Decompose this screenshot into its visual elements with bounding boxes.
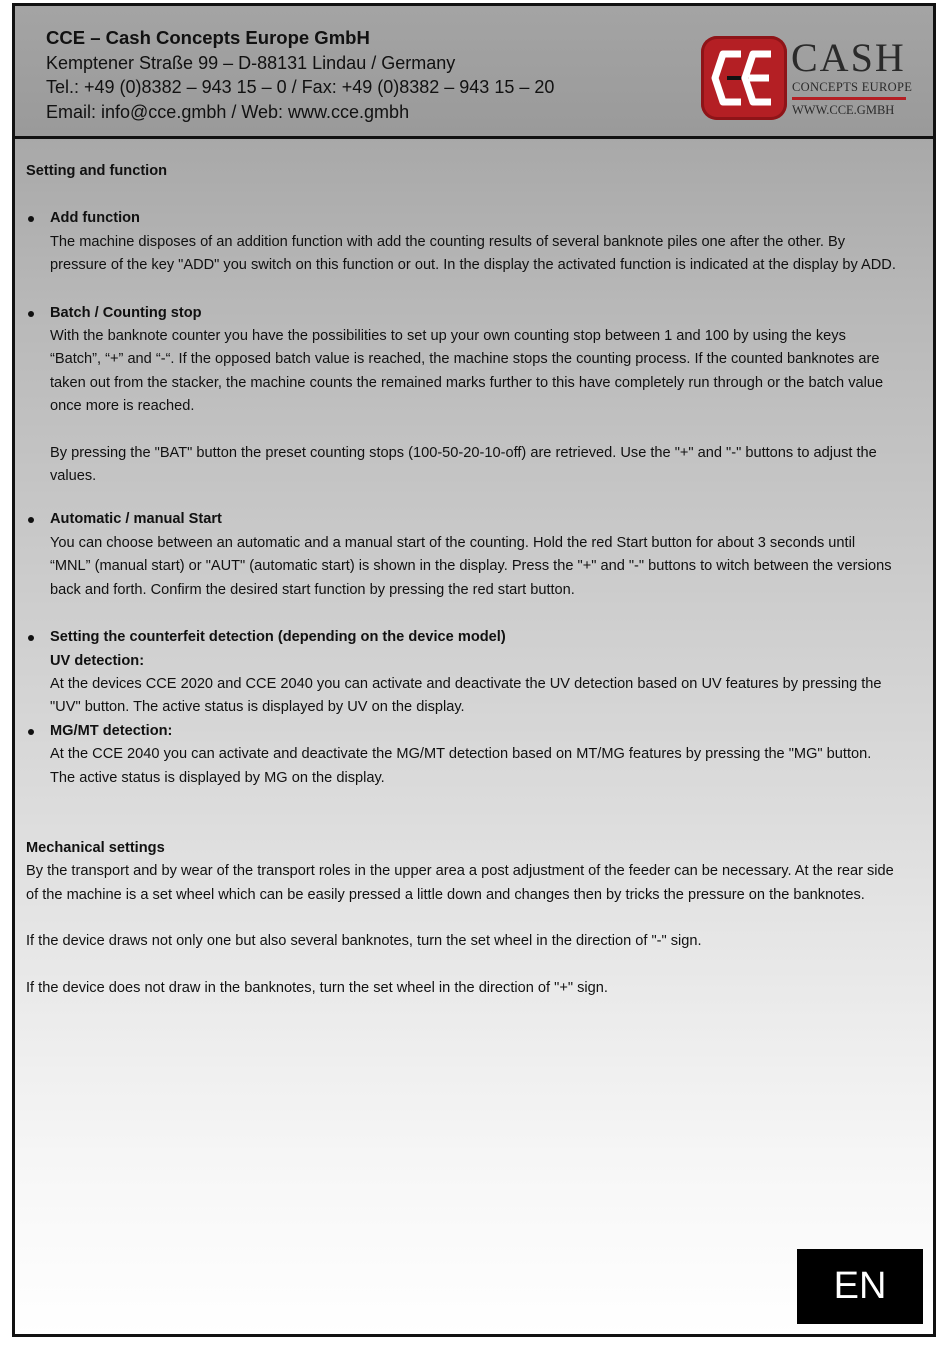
list-item-mgmt — [26, 720, 896, 790]
mgmt-title: MG/MT detection: — [50, 722, 173, 739]
bullet-icon — [28, 635, 34, 641]
company-email-web: Email: info@cce.gmbh / Web: www.cce.gmbh — [46, 101, 410, 122]
add-function-text: The machine disposes of an addition function with add the counting results of several banknote piles one after the other. By pressure of the key "ADD" you switch on this function or out. In the display the activated function is indicated at the display by ADD. — [50, 233, 896, 274]
start-title: Automatic / manual Start — [50, 511, 222, 528]
mechanical-title: Mechanical settings — [26, 839, 165, 856]
bullet-icon — [28, 517, 34, 523]
uv-text: At the devices CCE 2020 and CCE 2040 you can activate and deactivate the UV detection based on UV features by pressing the "UV" button. The active status is displayed by UV on the display. — [50, 675, 882, 716]
list-item-start — [26, 508, 896, 602]
company-address: Kemptener Straße 99 – D-88131 Lindau / Germany — [46, 52, 456, 73]
company-name: CCE – Cash Concepts Europe GmbH — [46, 27, 370, 48]
bullet-icon — [28, 729, 34, 735]
mgmt-text: At the CCE 2040 you can activate and deactivate the MG/MT detection based on MT/MG features by pressing the "MG" button. The active status is displayed by MG on the display. — [50, 746, 872, 786]
add-function-title: Add function — [50, 210, 140, 227]
logo-rule — [792, 97, 906, 100]
company-info — [46, 26, 554, 124]
company-logo — [701, 34, 911, 124]
mechanical-text-minus: If the device draws not only one but also several banknotes, turn the set wheel in the direction of "-" sign. — [26, 933, 702, 950]
start-text: You can choose between an automatic and a manual start of the counting. Hold the red Start button for about 3 seconds until “MNL” (manual start) or "AUT" (automatic start) is shown in the display. Press the "+" and "-" buttons to witch between the versions back and forth. Confirm the desired start function by pressing the red start button. — [50, 534, 892, 598]
list-item-batch — [26, 302, 896, 489]
mechanical-text-plus: If the device does not draw in the banknotes, turn the set wheel in the direction of "+" sign. — [26, 979, 608, 996]
logo-wordmark: CASH — [791, 35, 906, 80]
language-badge: EN — [797, 1249, 923, 1324]
mechanical-text: By the transport and by wear of the transport roles in the upper area a post adjustment of the feeder can be necessary. At the rear side of the machine is a set wheel which can be easily pressed a little down and changes then by tricks the pressure on the banknotes. — [26, 863, 894, 903]
batch-title: Batch / Counting stop — [50, 304, 202, 321]
letterhead — [15, 6, 933, 139]
counterfeit-title: Setting the counterfeit detection (depending on the device model) — [50, 629, 506, 646]
company-phone-fax: Tel.: +49 (0)8382 – 943 15 – 0 / Fax: +49 (0)8382 – 943 15 – 20 — [46, 77, 555, 97]
uv-title: UV detection: — [50, 652, 145, 669]
bullet-icon — [28, 216, 34, 222]
logo-website: WWW.CCE.GMBH — [792, 103, 895, 117]
logo-mark-icon — [701, 36, 787, 120]
section-title: Setting and function — [26, 163, 168, 179]
logo-subtitle: CONCEPTS EUROPE — [792, 80, 913, 94]
document-body — [26, 160, 896, 1000]
list-item-counterfeit — [26, 626, 896, 720]
batch-text: With the banknote counter you have the possibilities to set up your own counting stop between 1 and 100 by using the keys “Batch”, “+” and “-“. If the opposed batch value is reached, the machine stops the counting process. If the counted banknotes are taken out from the stacker, the machine counts the remained marks further to this have completely run through or the batch value once more is reached. — [50, 328, 884, 415]
list-item-add-function — [26, 207, 896, 277]
batch-text-preset: By pressing the "BAT" button the preset counting stops (100-50-20-10-off) are retrieved. Use the "+" and "-" buttons to adjust the values. — [50, 444, 877, 485]
bullet-icon — [28, 311, 34, 317]
